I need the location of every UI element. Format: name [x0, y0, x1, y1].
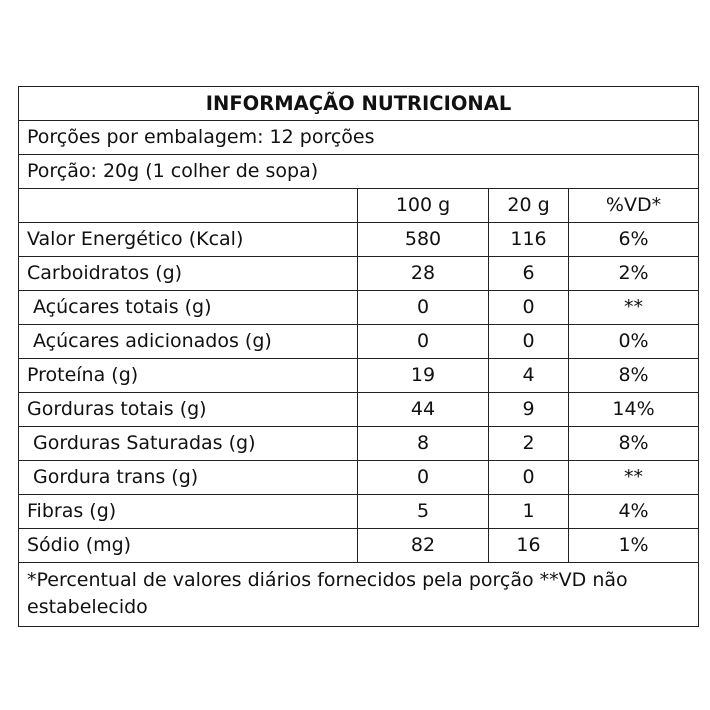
- footnote: *Percentual de valores diários fornecidos pela porção **VD não estabelecido: [19, 563, 699, 627]
- nutrient-name: Carboidratos (g): [19, 257, 358, 291]
- table-row: [19, 427, 699, 461]
- value-100g: 580: [358, 223, 489, 257]
- nutrient-name: Gorduras totais (g): [19, 393, 358, 427]
- value-20g: 1: [489, 495, 569, 529]
- table-row: [19, 495, 699, 529]
- value-20g: 0: [489, 325, 569, 359]
- nutrition-facts-table: [18, 86, 699, 627]
- nutrient-name: Açúcares adicionados (g): [19, 325, 358, 359]
- header-100g: 100 g: [358, 189, 489, 223]
- value-20g: 0: [489, 291, 569, 325]
- table-row: [19, 529, 699, 563]
- header-20g: 20 g: [489, 189, 569, 223]
- value-20g: 116: [489, 223, 569, 257]
- value-vd: 4%: [569, 495, 699, 529]
- table-row: [19, 291, 699, 325]
- value-vd: 8%: [569, 359, 699, 393]
- table-row: [19, 223, 699, 257]
- value-vd: **: [569, 291, 699, 325]
- nutrient-name: Sódio (mg): [19, 529, 358, 563]
- nutrient-name: Gorduras Saturadas (g): [19, 427, 358, 461]
- table-row: [19, 393, 699, 427]
- value-100g: 28: [358, 257, 489, 291]
- serving-size-row: [19, 155, 699, 189]
- header-blank: [19, 189, 358, 223]
- value-100g: 0: [358, 325, 489, 359]
- footnote-row: [19, 563, 699, 627]
- value-100g: 82: [358, 529, 489, 563]
- table-title: INFORMAÇÃO NUTRICIONAL: [19, 87, 699, 121]
- header-row: [19, 189, 699, 223]
- value-100g: 0: [358, 461, 489, 495]
- value-100g: 0: [358, 291, 489, 325]
- nutrient-name: Valor Energético (Kcal): [19, 223, 358, 257]
- value-20g: 4: [489, 359, 569, 393]
- table-row: [19, 257, 699, 291]
- value-100g: 19: [358, 359, 489, 393]
- value-vd: 14%: [569, 393, 699, 427]
- nutrient-name: Gordura trans (g): [19, 461, 358, 495]
- value-20g: 2: [489, 427, 569, 461]
- value-vd: 8%: [569, 427, 699, 461]
- value-vd: 2%: [569, 257, 699, 291]
- nutrient-name: Fibras (g): [19, 495, 358, 529]
- nutrient-name: Açúcares totais (g): [19, 291, 358, 325]
- servings-per-package: Porções por embalagem: 12 porções: [19, 121, 699, 155]
- value-vd: 1%: [569, 529, 699, 563]
- table-row: [19, 461, 699, 495]
- value-20g: 16: [489, 529, 569, 563]
- table-row: [19, 325, 699, 359]
- serving-size: Porção: 20g (1 colher de sopa): [19, 155, 699, 189]
- servings-row: [19, 121, 699, 155]
- value-vd: 6%: [569, 223, 699, 257]
- value-vd: 0%: [569, 325, 699, 359]
- nutrient-name: Proteína (g): [19, 359, 358, 393]
- value-20g: 6: [489, 257, 569, 291]
- value-100g: 8: [358, 427, 489, 461]
- value-100g: 5: [358, 495, 489, 529]
- table-row: [19, 359, 699, 393]
- value-20g: 9: [489, 393, 569, 427]
- value-100g: 44: [358, 393, 489, 427]
- value-vd: **: [569, 461, 699, 495]
- title-row: [19, 87, 699, 121]
- value-20g: 0: [489, 461, 569, 495]
- header-vd: %VD*: [569, 189, 699, 223]
